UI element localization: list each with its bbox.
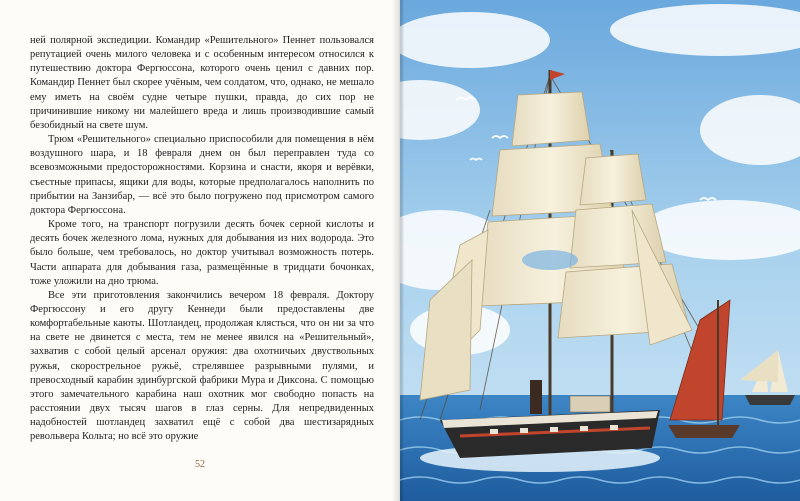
sailing-ship-illustration xyxy=(400,0,800,501)
paragraph: ней полярной экспедиции. Командир «Решительного» Пеннет пользовался репутацией очень милого человека и с особенным интересом относился к путешествию доктора Фергюссона, которого очень ценил с давних пор. Командир Пеннет был скорее учёным, чем солдатом, что, однако, не мешало ему иметь на своём судне четыре пушки, правда, до сих пор не причинившие никому ни малейшего вреда и лишь производившие самый безобидный на свете шум. xyxy=(30,35,374,131)
paragraph: Кроме того, на транспорт погрузили десять бочек серной кислоты и десять бочек железного лома, нужных для добывания из них водорода. Это было больше, чем требовалось, но доктор учитывал возможность потерь. Части аппарата для добывания газа, размещённые в тридцати бочонках, тоже уложили на дно трюма. xyxy=(30,219,374,287)
text-column xyxy=(30,34,374,445)
paragraph: Все эти приготовления закончились вечером 18 февраля. Доктору Фергюссону и его другу Кеннеди были предоставлены две комфортабельные каюты. Шотландец, продолжая клясться, что он ни за что на свете не двинется с места, тем не менее явился на «Решительный», захватив с собой целый арсенал оружия: два охотничьих двуствольных ружья, скорострельное ружьё, стрелявшее разрывными пулями, и превосходный карабин эдинбургской фабрики Мура и Диксона. С помощью этого замечательного карабина наш охотник мог свободно попасть на расстоянии двух тысяч шагов в глаз серны. Для непредвиденных надобностей шотландец захватил ещё с собой два шестизарядных револьвера Кольта; но всё это оружие xyxy=(30,289,374,443)
paragraph: Трюм «Решительного» специально приспособили для помещения в нём воздушного шара, и 18 февраля днем он был переправлен туда со всевозможными предосторожностями. Корзина и снасти, якоря и верёвки, съестные припасы, ящики для воды, которые предполагалось наполнить по прибытии на Занзибар, — всё это было погружено под присмотром самого доктора Фергюссона. xyxy=(30,134,374,216)
page-number: 52 xyxy=(195,459,205,470)
right-page xyxy=(400,0,800,501)
sky-through-sails xyxy=(522,250,578,270)
